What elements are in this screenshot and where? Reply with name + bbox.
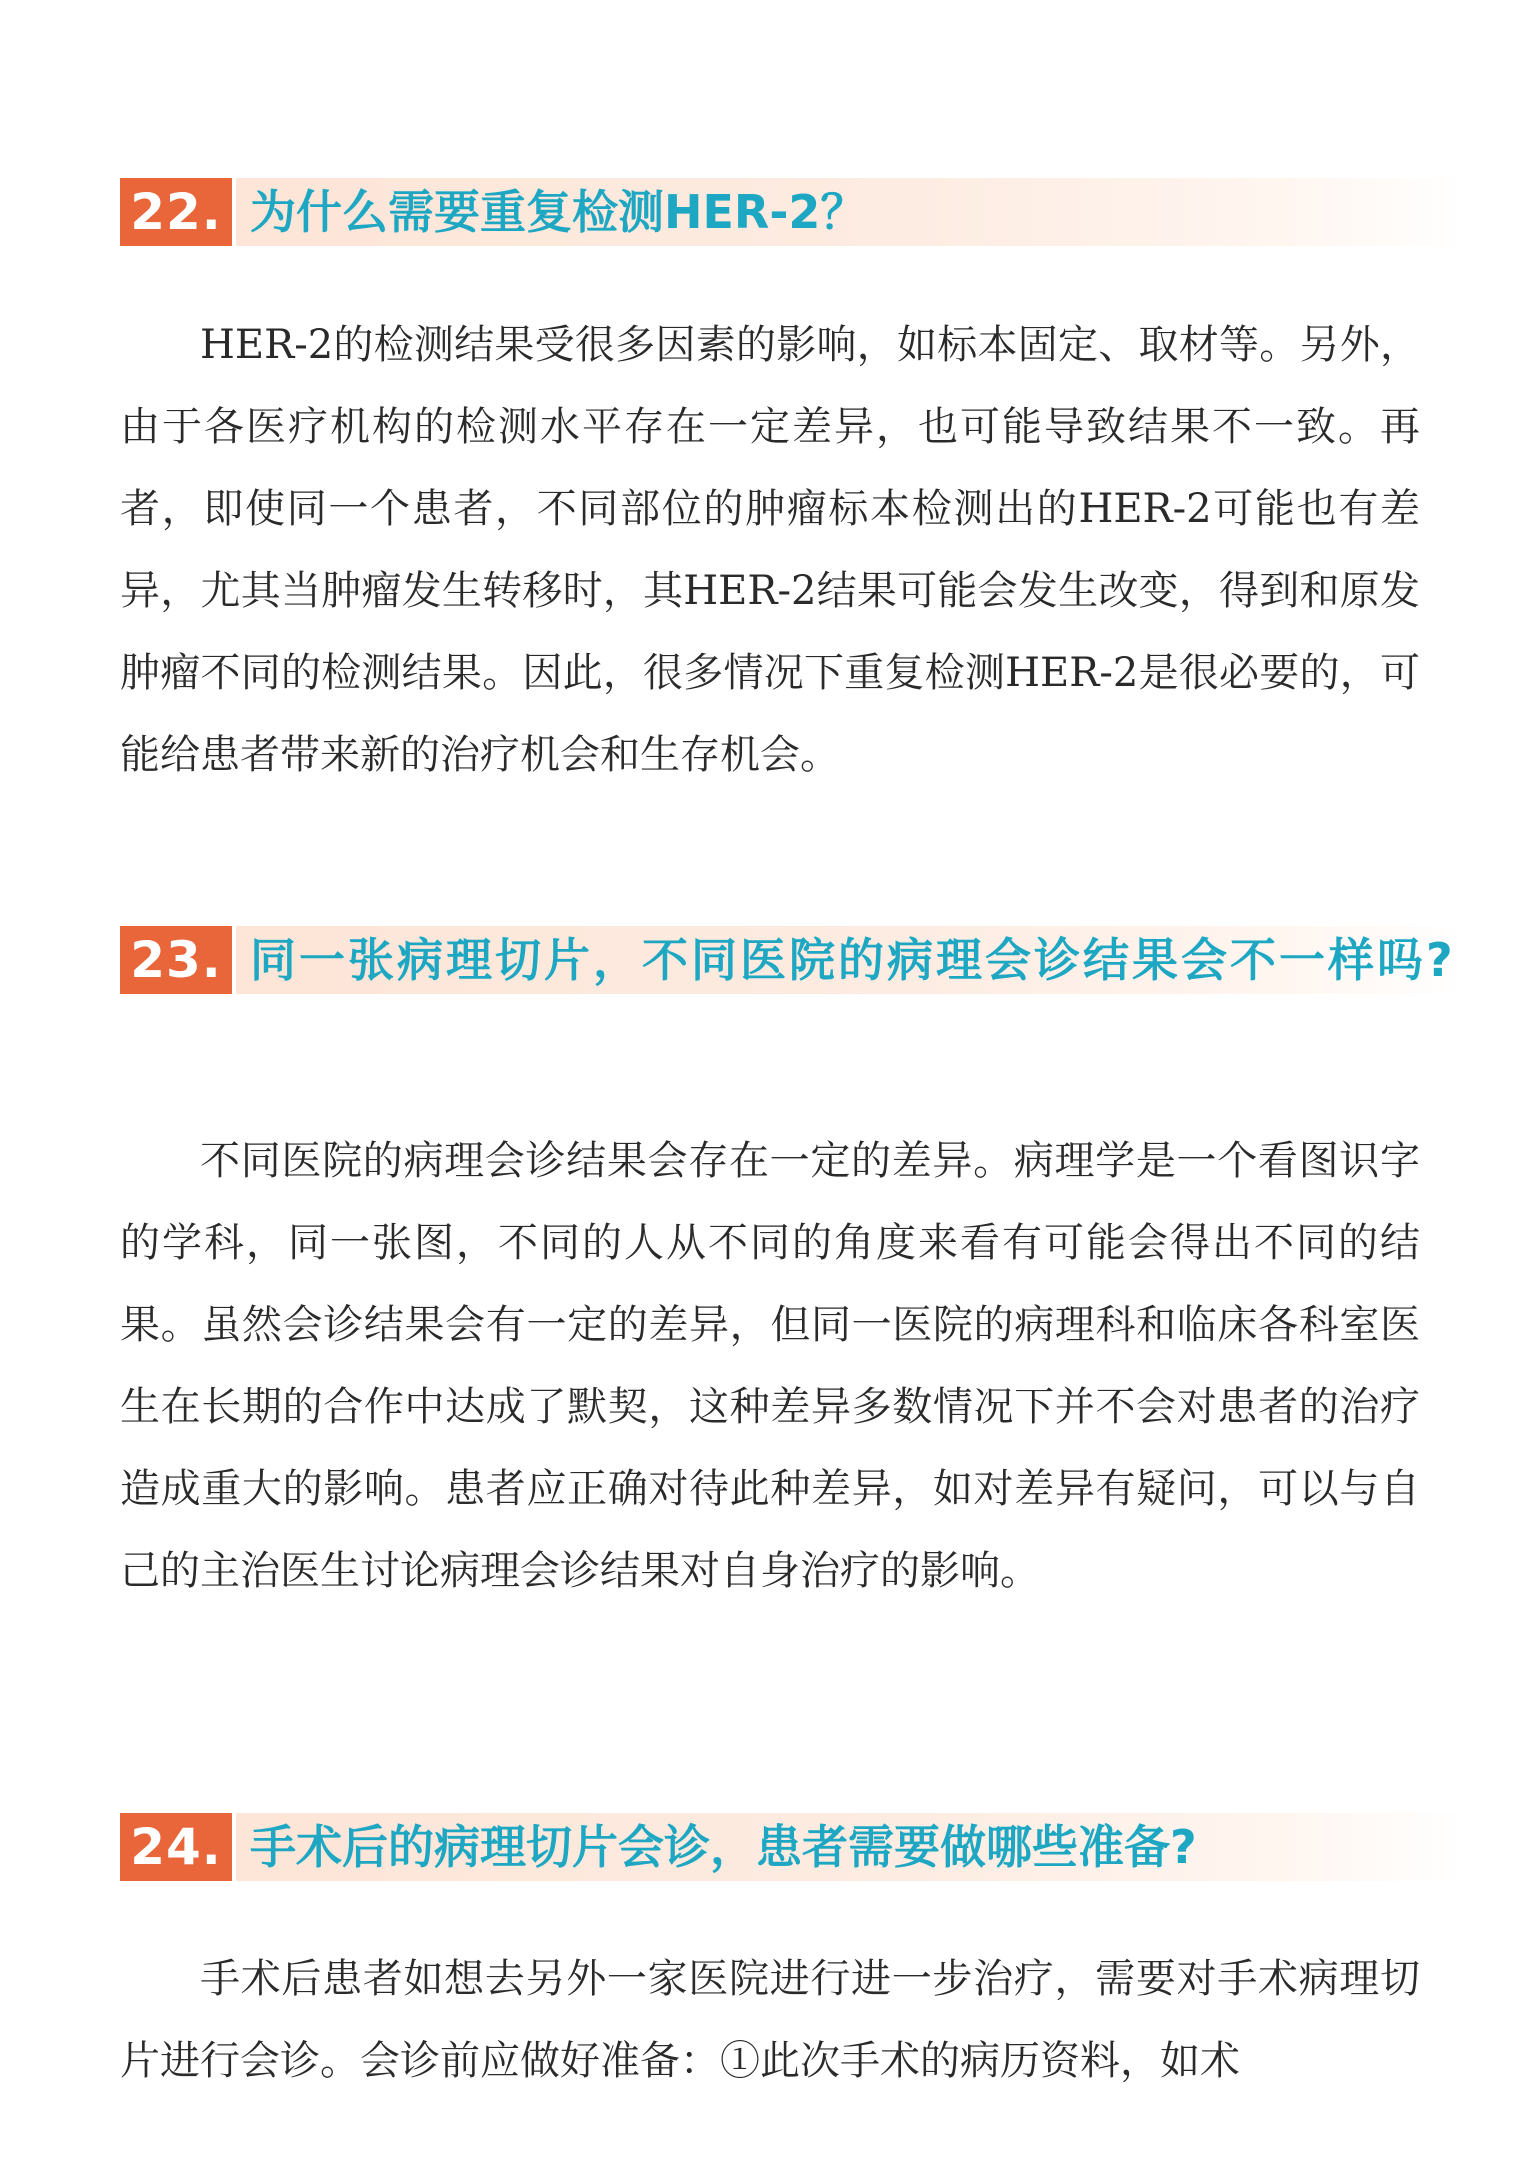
section-body-paragraph: 不同医院的病理会诊结果会存在一定的差异。病理学是一个看图识字的学科，同一张图，不同的人从不同的角度来看有可能会得出不同的结果。虽然会诊结果会有一定的差异，但同一医院的病理科和临床各科室医生在长期的合作中达成了默契，这种差异多数情况下并不会对患者的治疗造成重大的影响。患者应正确对待此种差异，如对差异有疑问，可以与自己的主治医生讨论病理会诊结果对自身治疗的影响。 (120, 1138, 1420, 1594)
section-number-badge: 22. (120, 178, 232, 246)
section-number-badge: 24. (120, 1813, 232, 1881)
section-title: 为什么需要重复检测HER-2？ (236, 178, 1466, 246)
section-number-badge: 23. (120, 926, 232, 994)
section-body-paragraph: 手术后患者如想去另外一家医院进行进一步治疗，需要对手术病理切片进行会诊。会诊前应做好准备：①此次手术的病历资料，如术 (120, 1956, 1420, 2084)
section-header-24 (120, 1813, 1466, 1881)
section-title: 同一张病理切片，不同医院的病理会诊结果会不一样吗? (236, 926, 1466, 994)
section-header-23 (120, 926, 1466, 994)
section-title: 手术后的病理切片会诊，患者需要做哪些准备? (236, 1813, 1466, 1881)
section-header-22 (120, 178, 1466, 246)
section-body-paragraph: HER-2的检测结果受很多因素的影响，如标本固定、取材等。另外，由于各医疗机构的检测水平存在一定差异，也可能导致结果不一致。再者，即使同一个患者，不同部位的肿瘤标本检测出的HER-2可能也有差异，尤其当肿瘤发生转移时，其HER-2结果可能会发生改变，得到和原发肿瘤不同的检测结果。因此，很多情况下重复检测HER-2是很必要的，可能给患者带来新的治疗机会和生存机会。 (120, 322, 1420, 778)
